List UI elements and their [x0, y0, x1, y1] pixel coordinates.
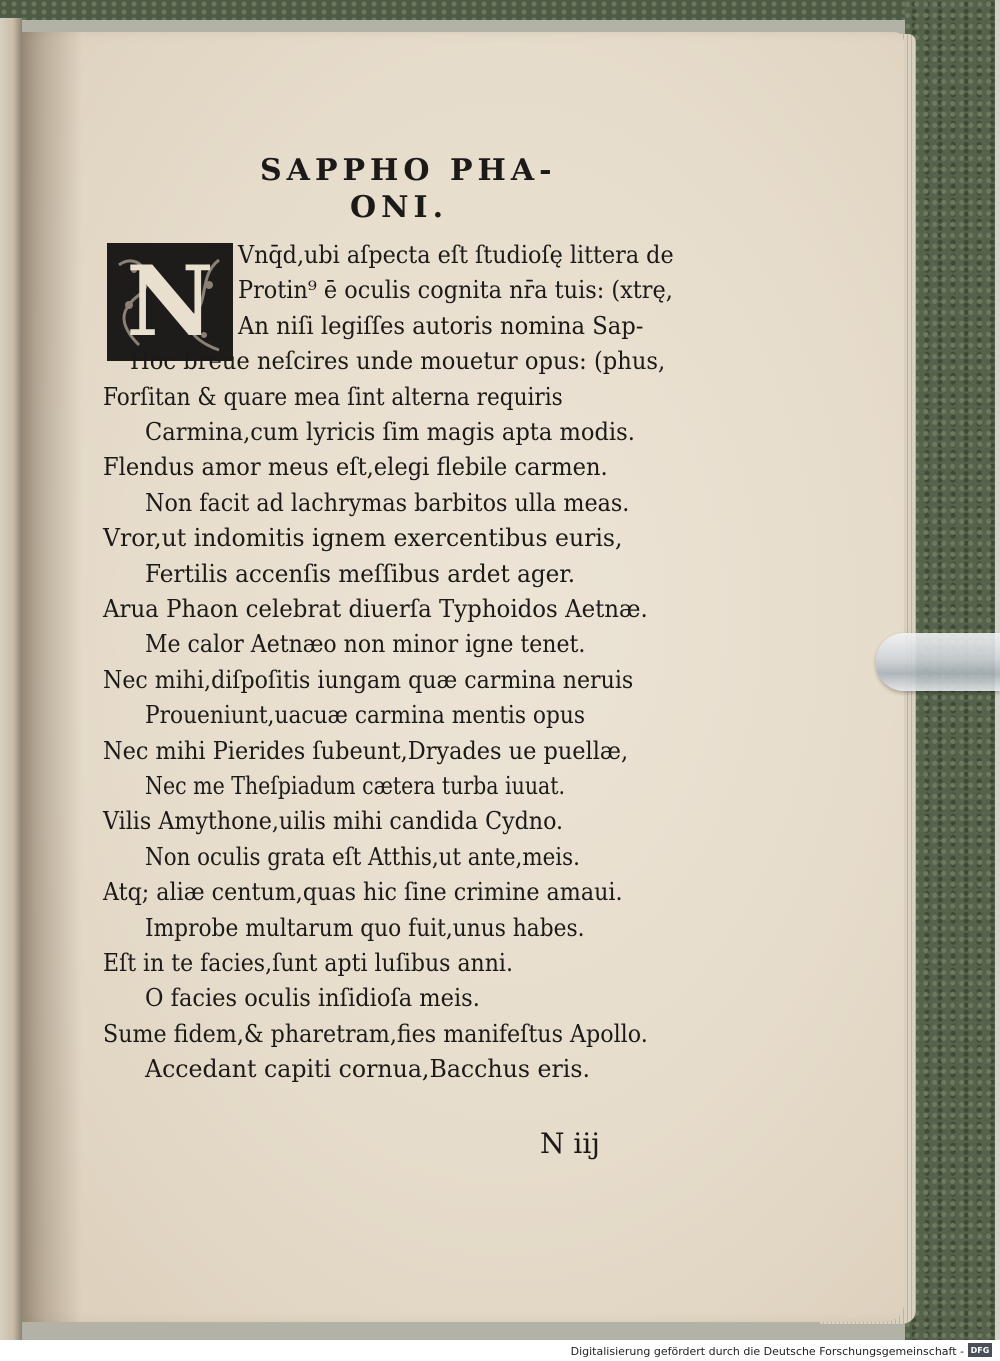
poem-line: Eſt in te facies,ſunt apti luſibus anni. — [103, 949, 513, 977]
decorated-initial-icon — [107, 243, 233, 361]
page-title-line-2: ONI. — [350, 190, 449, 225]
poem-line: Atq; aliæ centum,quas hic ſine crimine amaui. — [103, 878, 623, 907]
poem-line: An niſi legiſſes autoris nomina Sap- — [238, 311, 644, 340]
signature-mark: N iij — [540, 1127, 600, 1160]
poem-line: Nec me Theſpiadum cætera turba iuuat. — [145, 772, 566, 800]
marbled-cover-top — [0, 0, 1000, 20]
poem-line: Nec mihi,diſpoſitis iungam quæ carmina neruis — [103, 665, 634, 694]
page-clip — [876, 633, 1000, 691]
poem-line: Vnq̄d,ubi aſpecta eſt ſtudioſę littera de — [238, 241, 674, 269]
poem-line: Protin⁹ ē oculis cognita nr̄a tuis: (xtrę, — [238, 276, 673, 305]
initial-letter: N — [126, 245, 214, 358]
left-page-edge — [0, 18, 22, 1340]
page-title-line-1: SAPPHO PHA- — [260, 153, 557, 188]
dfg-logo-icon: DFG — [968, 1343, 992, 1357]
poem-line: Me calor Aetnæo non minor igne tenet. — [145, 630, 586, 659]
footer-credit: Digitalisierung gefördert durch die Deutsche Forschungsgemeinschaft - — [570, 1345, 964, 1358]
poem-line: Non facit ad lachrymas barbitos ulla meas. — [145, 488, 630, 517]
poem-line: Accedant capiti cornua,Bacchus eris. — [145, 1055, 590, 1084]
poem-line: Carmina,cum lyricis ſim magis apta modis. — [145, 418, 635, 446]
poem-line: Sume fidem,& pharetram,fies manifeſtus Apollo. — [103, 1019, 648, 1048]
poem-line: Improbe multarum quo fuit,unus habes. — [145, 913, 585, 942]
poem-line: Fertilis accenſis meſſibus ardet ager. — [145, 559, 576, 588]
poem-line: Hoc breue neſcires unde mouetur opus: (phus, — [130, 347, 666, 376]
poem-line: Nec mihi Pierides ſubeunt,Dryades ue puellæ, — [103, 736, 629, 765]
poem-line: O facies oculis inſidioſa meis. — [145, 984, 480, 1013]
poem-line: Arua Phaon celebrat diuerſa Typhoidos Aetnæ. — [103, 595, 648, 623]
poem-line: Vror,ut indomitis ignem exercentibus euris, — [103, 524, 623, 553]
poem-line: Proueniunt,uacuæ carmina mentis opus — [145, 701, 586, 730]
poem-line: Vilis Amythone,uilis mihi candida Cydno. — [103, 807, 564, 836]
gutter-shadow — [22, 32, 82, 1322]
poem-line: Flendus amor meus eſt,elegi flebile carmen. — [103, 453, 608, 482]
poem-line: Non oculis grata eſt Atthis,ut ante,meis. — [145, 842, 580, 871]
poem-line: Forſitan & quare mea ſint alterna requiris — [103, 382, 563, 411]
